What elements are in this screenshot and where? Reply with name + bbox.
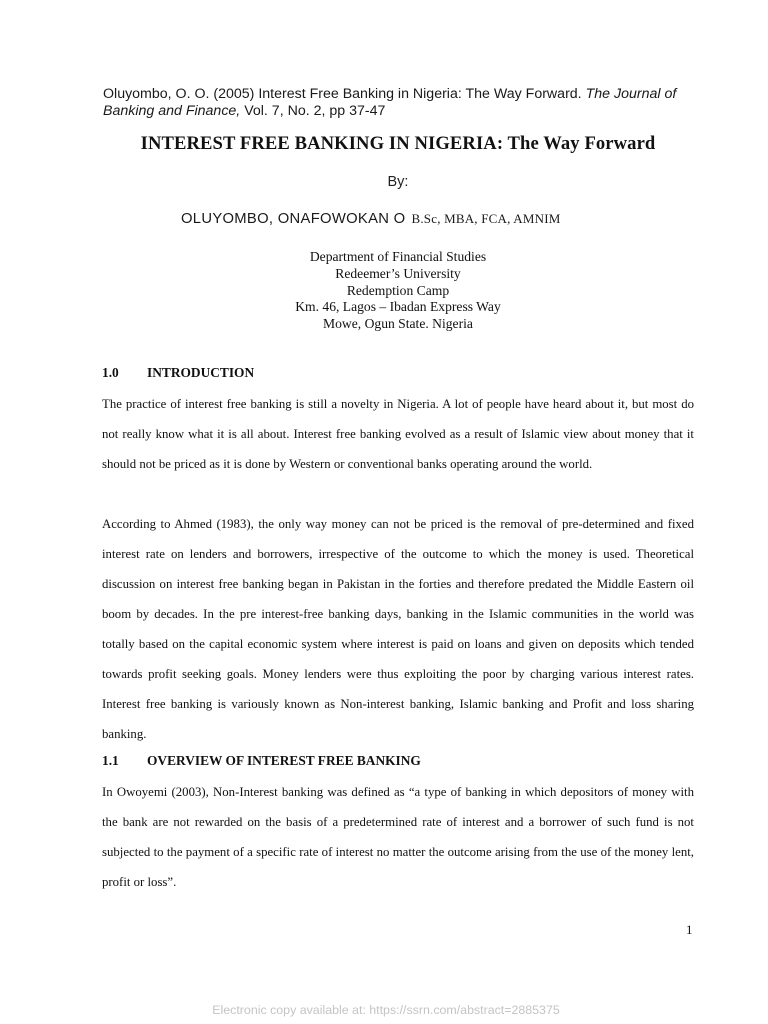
citation [103, 86, 703, 120]
affiliation-camp: Redemption Camp [346, 282, 450, 298]
citation-details: Vol. 7, No. 2, pp 37-47 [244, 103, 386, 119]
section-number: 1.0 [102, 365, 119, 380]
affiliation-department: Department of Financial Studies [309, 249, 487, 264]
page-number: 1 [686, 922, 693, 937]
author-qualifications: B.Sc, MBA, FCA, AMNIM [411, 211, 561, 226]
author-line [181, 211, 561, 227]
paragraph: According to Ahmed (1983), the only way money can not be priced is the removal of pre-determined and fixed interest rate on lenders and borrowers, irrespective of the outcome to which the money is used. Theoretical discussion on interest free banking began in Pakistan in the forties and therefore predated the Middle Eastern oil boom by decades. In the pre interest-free banking days, banking in the Islamic communities in the world was totally based on the capital economic system where interest is paid on loans and given on deposits which tended towards profit seeking goals. Money lenders were thus exploiting the poor by charging various interest rates. Interest free banking is variously known as Non-interest banking, Islamic banking and Profit and loss sharing banking. [102, 517, 694, 741]
section-heading-overview [102, 753, 421, 769]
affiliation-university: Redeemer’s University [335, 265, 461, 281]
affiliation-state: Mowe, Ogun State. Nigeria [323, 316, 473, 332]
by-label: By: [387, 174, 409, 190]
paragraph: In Owoyemi (2003), Non-Interest banking was defined as “a type of banking in which depositors of money with the bank are not rewarded on the basis of a predetermined rate of interest and a borrower of such fund is not subjected to the payment of a specific rate of interest no matter the outcome arising from the use of the money lent, profit or loss”. [102, 785, 694, 889]
section-heading-introduction [102, 365, 254, 381]
section-title: OVERVIEW OF INTEREST FREE BANKING [147, 753, 421, 768]
ssrn-footer: Electronic copy available at: https://ssrn.com/abstract=2885375 [212, 1003, 560, 1017]
affiliation [0, 249, 768, 333]
paper-title: INTEREST FREE BANKING IN NIGERIA: The Way Forward [140, 133, 656, 154]
affiliation-address: Km. 46, Lagos – Ibadan Express Way [295, 299, 501, 315]
section-number: 1.1 [102, 753, 119, 768]
citation-journal: The Journal of Banking and Finance, [103, 86, 677, 119]
paragraph: The practice of interest free banking is still a novelty in Nigeria. A lot of people have heard about it, but most do not really know what it is all about. Interest free banking evolved as a result of Islamic view about money that it should not be priced as it is done by Western or conventional banks operating around the world. [102, 397, 694, 471]
author-name: OLUYOMBO, ONAFOWOKAN O [181, 211, 406, 227]
citation-text: Oluyombo, O. O. (2005) Interest Free Banking in Nigeria: The Way Forward. [103, 86, 582, 102]
section-title: INTRODUCTION [147, 365, 255, 380]
